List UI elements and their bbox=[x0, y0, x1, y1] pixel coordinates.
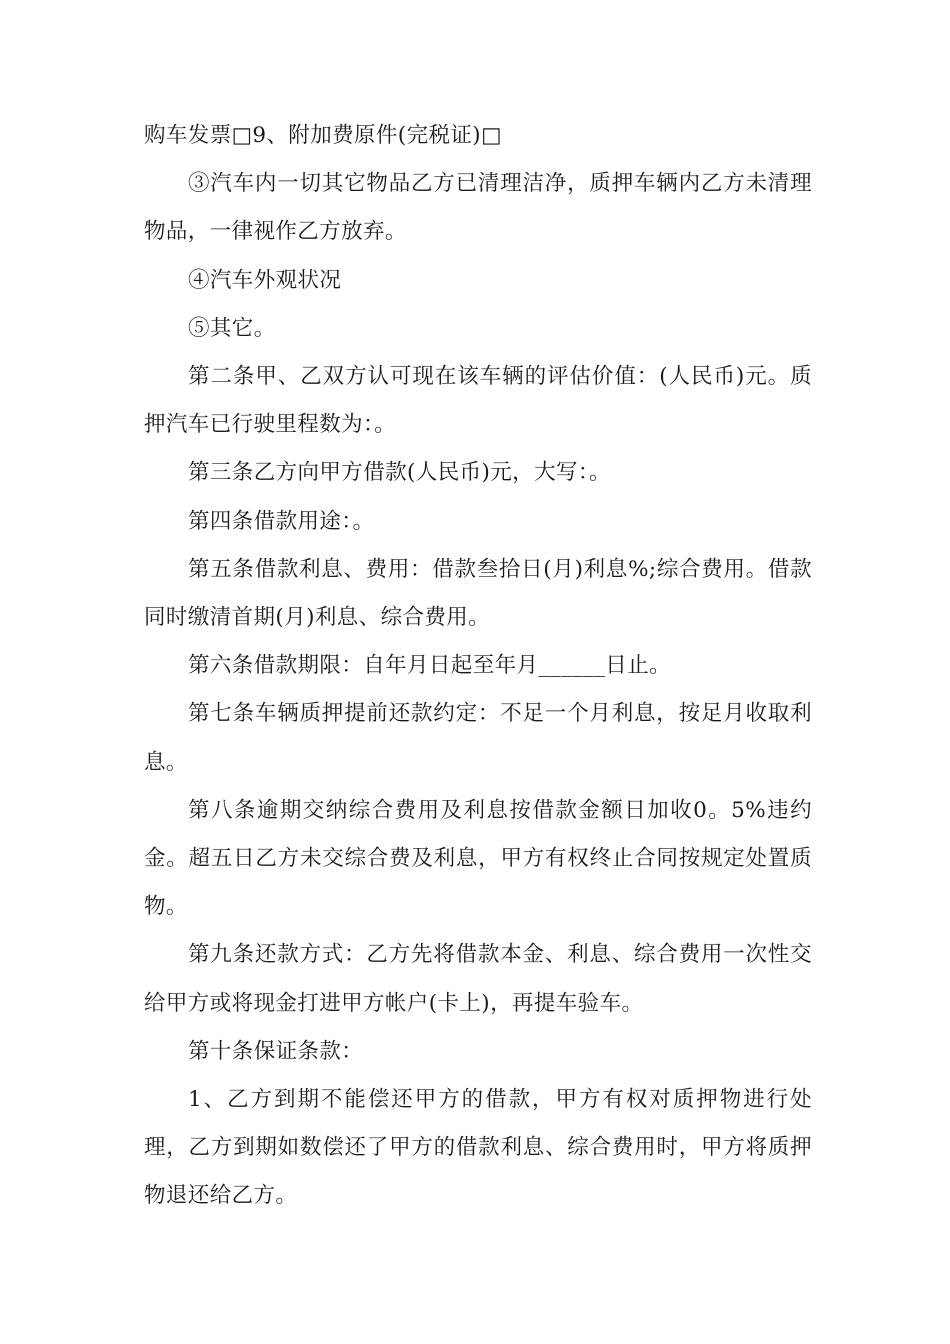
paragraph-article-10: 第十条保证条款： bbox=[188, 1038, 364, 1064]
contract-body bbox=[144, 112, 812, 1221]
paragraph-article-7: 第七条车辆质押提前还款约定：不足一个月利息，按足月收取利息。 bbox=[144, 701, 812, 775]
paragraph-article-6: 第六条借款期限：自年月日起至年月______日止。 bbox=[188, 653, 672, 679]
paragraph-article-8: 第八条逾期交纳综合费用及利息按借款金额日加收0。5%违约金。超五日乙方未交综合费及利息，甲方有权终止合同按规定处置质物。 bbox=[144, 797, 812, 920]
paragraph-item-5: ⑤其它。 bbox=[188, 315, 276, 341]
paragraph-item-4: ④汽车外观状况 bbox=[188, 267, 342, 293]
paragraph-clause-1: 1、乙方到期不能偿还甲方的借款，甲方有权对质押物进行处理，乙方到期如数偿还了甲方的借款利息、综合费用时，甲方将质押物退还给乙方。 bbox=[144, 1087, 812, 1209]
paragraph-article-9: 第九条还款方式：乙方先将借款本金、利息、综合费用一次性交给甲方或将现金打进甲方帐户(卡上)，再提车验车。 bbox=[144, 942, 812, 1016]
paragraph-invoice-items: 购车发票□9、附加费原件(完税证)□ bbox=[144, 123, 502, 148]
paragraph-article-2: 第二条甲、乙双方认可现在该车辆的评估价值：(人民币)元。质押汽车已行驶里程数为：。 bbox=[144, 364, 812, 438]
paragraph-article-3: 第三条乙方向甲方借款(人民币)元，大写：。 bbox=[188, 460, 611, 486]
paragraph-article-5: 第五条借款利息、费用：借款叁拾日(月)利息%;综合费用。借款同时缴清首期(月)利息、综合费用。 bbox=[144, 556, 812, 631]
paragraph-article-4: 第四条借款用途：。 bbox=[188, 508, 375, 534]
paragraph-item-3: ③汽车内一切其它物品乙方已清理洁净，质押车辆内乙方未清理物品，一律视作乙方放弃。 bbox=[144, 171, 812, 245]
